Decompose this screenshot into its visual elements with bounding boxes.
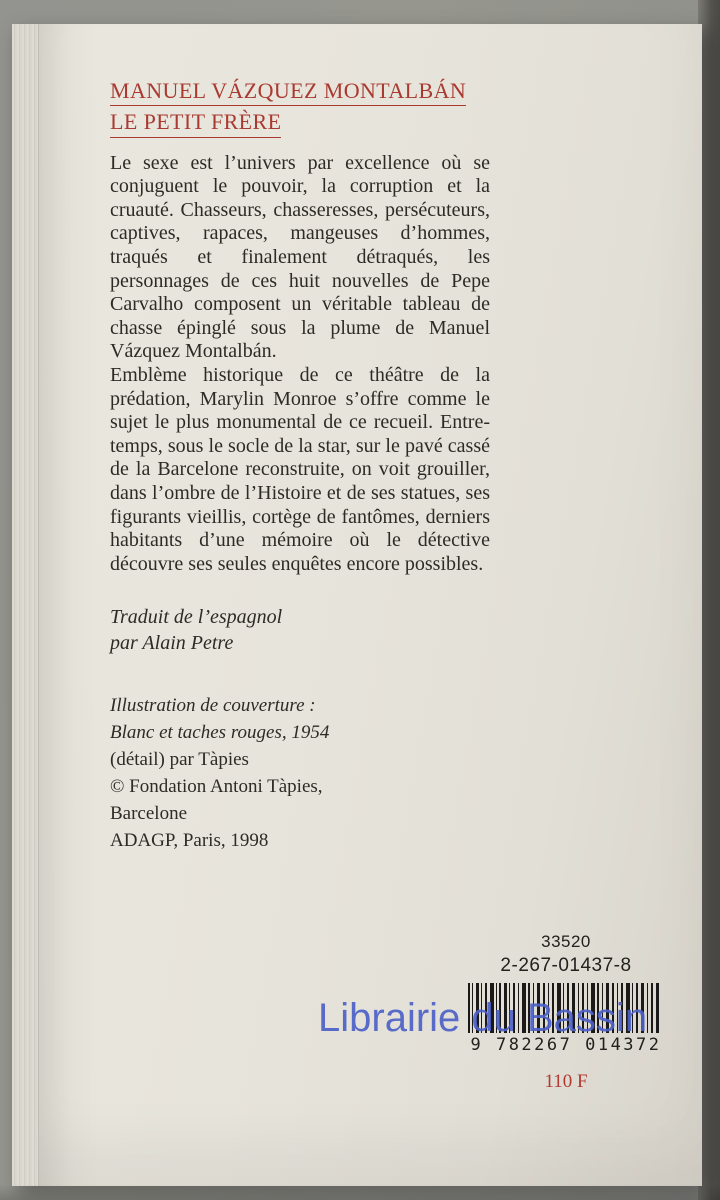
cover-crease xyxy=(39,24,99,1186)
book-title-text: LE PETIT FRÈRE xyxy=(110,109,281,137)
page-edges xyxy=(12,24,39,1186)
credit-line: Barcelone xyxy=(110,803,188,825)
credit-line: ADAGP, Paris, 1998 xyxy=(110,830,269,852)
author-name-text: MANUEL VÁZQUEZ MONTALBÁN xyxy=(110,78,466,106)
cover-text-column xyxy=(110,78,490,854)
credit-line: (détail) par Tàpies xyxy=(110,749,249,771)
book-title xyxy=(110,109,490,137)
barcode-digits: 9 782267 014372 xyxy=(470,1035,662,1055)
translation-credit xyxy=(110,604,490,656)
watermark-text: Librairie du Bassin xyxy=(318,996,648,1040)
blurb-paragraph-1: Le sexe est l’univers par excellence où se conjuguent le pouvoir, la corruption et la cruauté. Chasseurs, chasseresses, persécuteurs, captives, rapaces, mangeuses d’hommes, traqués et finalement détraqués, les personnages de ces huit nouvelles de Pepe Carvalho composent un véritable tableau de chasse épinglé sous la plume de Manuel Vázquez Montalbán. xyxy=(110,151,490,363)
isbn-number: 2-267-01437-8 xyxy=(500,955,632,976)
credit-line: Blanc et taches rouges, 1954 xyxy=(110,722,330,744)
shop-code: 33520 xyxy=(541,932,591,951)
blurb-paragraph-2: Emblème historique de ce théâtre de la prédation, Marylin Monroe s’offre comme le sujet le plus monumental de ce recueil. Entre-temps, sous le socle de la star, sur le pavé cassé de la Barcelone reconstruite, on voit grouiller, dans l’ombre de l’Histoire et de ses statues, ses figurants vieillis, cortège de fantômes, derniers habitants d’une mémoire où le détective découvre ses seules enquêtes encore possibles. xyxy=(110,363,490,575)
title-block xyxy=(110,78,490,138)
credit-line: Illustration de couverture : xyxy=(110,695,316,717)
price: 110 F xyxy=(544,1071,588,1092)
translation-line-1: Traduit de l’espagnol xyxy=(110,606,283,629)
credit-line: © Fondation Antoni Tàpies, xyxy=(110,776,323,798)
translation-line-2: par Alain Petre xyxy=(110,632,234,655)
illustration-credits xyxy=(110,692,490,854)
author-name xyxy=(110,78,490,106)
background-shadow-bottom xyxy=(0,1184,720,1200)
